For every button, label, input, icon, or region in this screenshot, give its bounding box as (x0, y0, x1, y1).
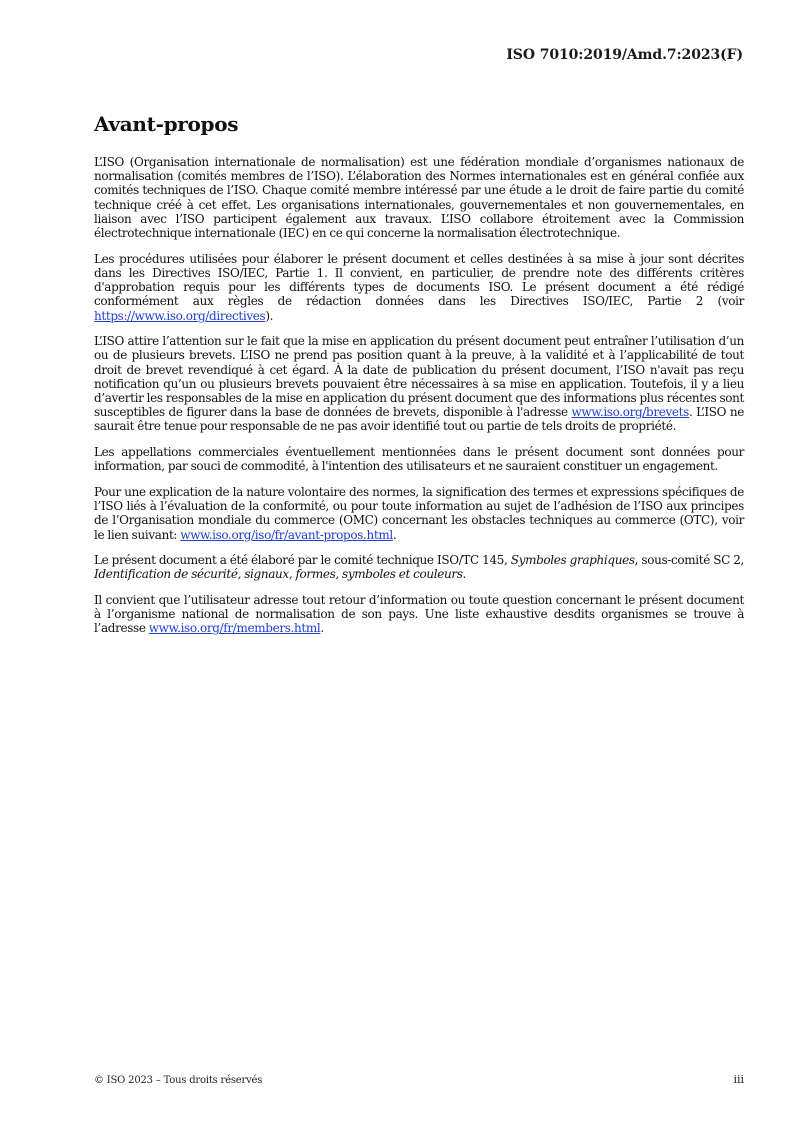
paragraph-3-end: . L’ISO ne saurait être tenue pour responsable de ne pas avoir identifié tout ou partie de tels droits de propriété. (94, 405, 744, 434)
paragraph-2-text: Les procédures utilisées pour élaborer le présent document et celles destinées à sa mise à jour sont décrites dans les Directives ISO/IEC, Partie 1. Il convient, en particulier, de prendre note des différents critères d'approbation requis pour les différents types de documents ISO. Le présent document a été rédigé conformément aux règles de rédaction données dans les Directives ISO/IEC, Partie 2 (voir (94, 251, 744, 309)
foreword-body (94, 155, 744, 647)
patents-link[interactable]: www.iso.org/brevets (571, 405, 689, 420)
subcommittee-title: Identification de sécurité, signaux, formes, symboles et couleurs (94, 567, 463, 582)
paragraph-1: L’ISO (Organisation internationale de normalisation) est une fédération mondiale d’organismes nationaux de normalisation (comités membres de l’ISO). L’élaboration des Normes internationales est en général confiée aux comités techniques de l’ISO. Chaque comité membre intéressé par une étude a le droit de faire partie du comité technique créé à cet effet. Les organisations internationales, gouvernementales et non gouvernementales, en liaison avec l’ISO participent également aux travaux. L’ISO collabore étroitement avec la Commission électrotechnique internationale (IEC) en ce qui concerne la normalisation électrotechnique. (94, 155, 744, 241)
paragraph-3-text: L’ISO attire l’attention sur le fait que la mise en application du présent document peut entraîner l’utilisation d’un ou de plusieurs brevets. L’ISO ne prend pas position quant à la preuve, à la validité et à l’applicabilité de tout droit de brevet revendiqué à cet égard. À la date de publication du présent document, l’ISO n'avait pas reçu notification qu’un ou plusieurs brevets pouvaient être nécessaires à sa mise en application. Toutefois, il y a lieu d’avertir les responsables de la mise en application du présent document que des informations plus récentes sont susceptibles de figurer dans la base de données de brevets, disponible à l'adresse (94, 334, 744, 420)
paragraph-6-end: . (462, 567, 467, 582)
foreword-link[interactable]: www.iso.org/iso/fr/avant-propos.html (180, 527, 393, 542)
paragraph-6-mid: , sous-comité SC 2, (634, 552, 744, 567)
paragraph-5-text: Pour une explication de la nature volontaire des normes, la signification des termes et expressions spécifiques de l’ISO liés à l’évaluation de la conformité, ou pour toute information au sujet de l’adhésion de l’ISO aux principes de l’Organisation mondiale du commerce (OMC) concernant les obstacles techniques au commerce (OTC), voir le lien suivant: (94, 485, 744, 542)
footer-copyright: © ISO 2023 – Tous droits réservés (94, 1075, 263, 1086)
paragraph-6 (94, 553, 744, 581)
paragraph-5 (94, 485, 744, 542)
document-reference: ISO 7010:2019/Amd.7:2023(F) (506, 47, 743, 63)
paragraph-3 (94, 334, 744, 433)
members-link[interactable]: www.iso.org/fr/members.html (148, 621, 321, 636)
paragraph-2 (94, 252, 744, 323)
paragraph-7-text: Il convient que l’utilisateur adresse tout retour d’information ou toute question concernant le présent document à l’organisme national de normalisation de son pays. Une liste exhaustive desdits organismes se trouve à l’adresse (94, 592, 744, 636)
paragraph-7-end: . (320, 621, 324, 636)
directives-link[interactable]: https://www.iso.org/directives (94, 308, 266, 323)
paragraph-2-end: ). (265, 308, 274, 323)
paragraph-7 (94, 593, 744, 636)
page-number: iii (733, 1073, 744, 1086)
committee-title: Symboles graphiques (510, 552, 635, 567)
page-title: Avant-propos (94, 112, 239, 136)
paragraph-5-end: . (392, 527, 397, 542)
paragraph-4: Les appellations commerciales éventuellement mentionnées dans le présent document sont données pour information, par souci de commodité, à l'intention des utilisateurs et ne sauraient constituer un engagement. (94, 445, 744, 474)
paragraph-6-text: Le présent document a été élaboré par le comité technique ISO/TC 145, (94, 552, 511, 567)
